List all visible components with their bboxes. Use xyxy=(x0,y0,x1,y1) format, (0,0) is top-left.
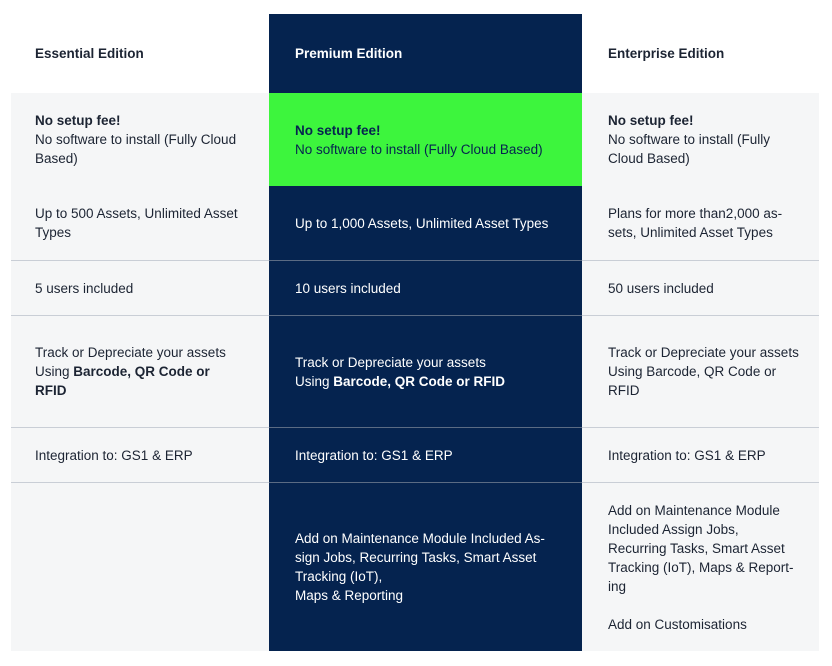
tracking-methods: Barcode, QR Code or RFID xyxy=(333,373,506,389)
cell-integration-enterprise xyxy=(582,427,819,482)
cell-tracking-enterprise xyxy=(582,315,819,427)
assets-text: Up to 1,000 Assets, Unlimited Asset Types xyxy=(295,215,549,231)
setup-fee-text: No setup fee! xyxy=(608,113,694,128)
maintenance-text: Add on Maintenance Module Included As-sign Jobs, Recurring Tasks, Smart Asset Tracking (IoT), xyxy=(295,531,545,584)
integration-text: Integration to: GS1 & ERP xyxy=(608,447,766,463)
cloud-text: No software to install (Fully Cloud Based) xyxy=(608,132,771,166)
users-text: 10 users included xyxy=(295,280,401,296)
cell-tracking-essential xyxy=(11,315,269,427)
tracking-line: Track or Depreciate your assets xyxy=(35,345,226,360)
integration-text: Integration to: GS1 & ERP xyxy=(295,447,453,463)
cell-setup-essential xyxy=(11,93,269,186)
assets-text: Up to 500 Assets, Unlimited Asset Types xyxy=(35,206,238,240)
cell-maintenance-premium xyxy=(269,482,582,651)
tracking-prefix: Using xyxy=(295,373,334,389)
tracking-methods: Barcode, QR Code or RFID xyxy=(35,364,210,398)
customisations-text: Add on Customisations xyxy=(608,617,747,632)
column-header-enterprise xyxy=(582,14,819,93)
cell-integration-premium xyxy=(269,427,582,482)
maintenance-reporting-text: Maps & Reporting xyxy=(295,588,404,603)
tracking-line: Track or Depreciate your assets xyxy=(608,345,799,360)
column-title: Premium Edition xyxy=(295,45,403,61)
assets-text: Plans for more than2,000 as-sets, Unlimited Asset Types xyxy=(608,206,783,240)
tracking-prefix: Using xyxy=(35,364,74,379)
cell-maintenance-essential-empty xyxy=(11,482,269,651)
cell-users-premium xyxy=(269,260,582,315)
cell-maintenance-enterprise xyxy=(582,482,819,651)
cloud-text: No software to install (Fully Cloud Based) xyxy=(35,132,237,166)
setup-fee-text: No setup fee! xyxy=(295,122,381,138)
users-text: 50 users included xyxy=(608,280,714,296)
cell-setup-enterprise xyxy=(582,93,819,186)
tracking-method-line xyxy=(295,372,560,391)
cell-assets-premium xyxy=(269,186,582,260)
cell-users-enterprise xyxy=(582,260,819,315)
tracking-method-line: Using Barcode, QR Code or RFID xyxy=(608,364,777,398)
column-header-essential xyxy=(11,14,269,93)
cloud-text: No software to install (Fully Cloud Based) xyxy=(295,141,543,157)
cell-assets-enterprise xyxy=(582,186,819,260)
pricing-comparison-table xyxy=(11,14,819,651)
tracking-line: Track or Depreciate your assets xyxy=(295,354,486,370)
column-title: Enterprise Edition xyxy=(608,45,725,61)
cell-integration-essential xyxy=(11,427,269,482)
integration-text: Integration to: GS1 & ERP xyxy=(35,447,193,463)
cell-setup-premium-highlight xyxy=(269,93,582,186)
maintenance-text: Add on Maintenance Module Included Assign Jobs, Recurring Tasks, Smart Asset Tracking (IoT), Maps & Report-ing xyxy=(608,503,794,594)
tracking-method-line xyxy=(35,362,245,400)
cell-tracking-premium xyxy=(269,315,582,427)
setup-fee-text: No setup fee! xyxy=(35,113,121,128)
column-header-premium xyxy=(269,14,582,93)
users-text: 5 users included xyxy=(35,280,134,296)
column-title: Essential Edition xyxy=(35,45,144,61)
cell-assets-essential xyxy=(11,186,269,260)
cell-users-essential xyxy=(11,260,269,315)
spacer xyxy=(608,596,799,615)
